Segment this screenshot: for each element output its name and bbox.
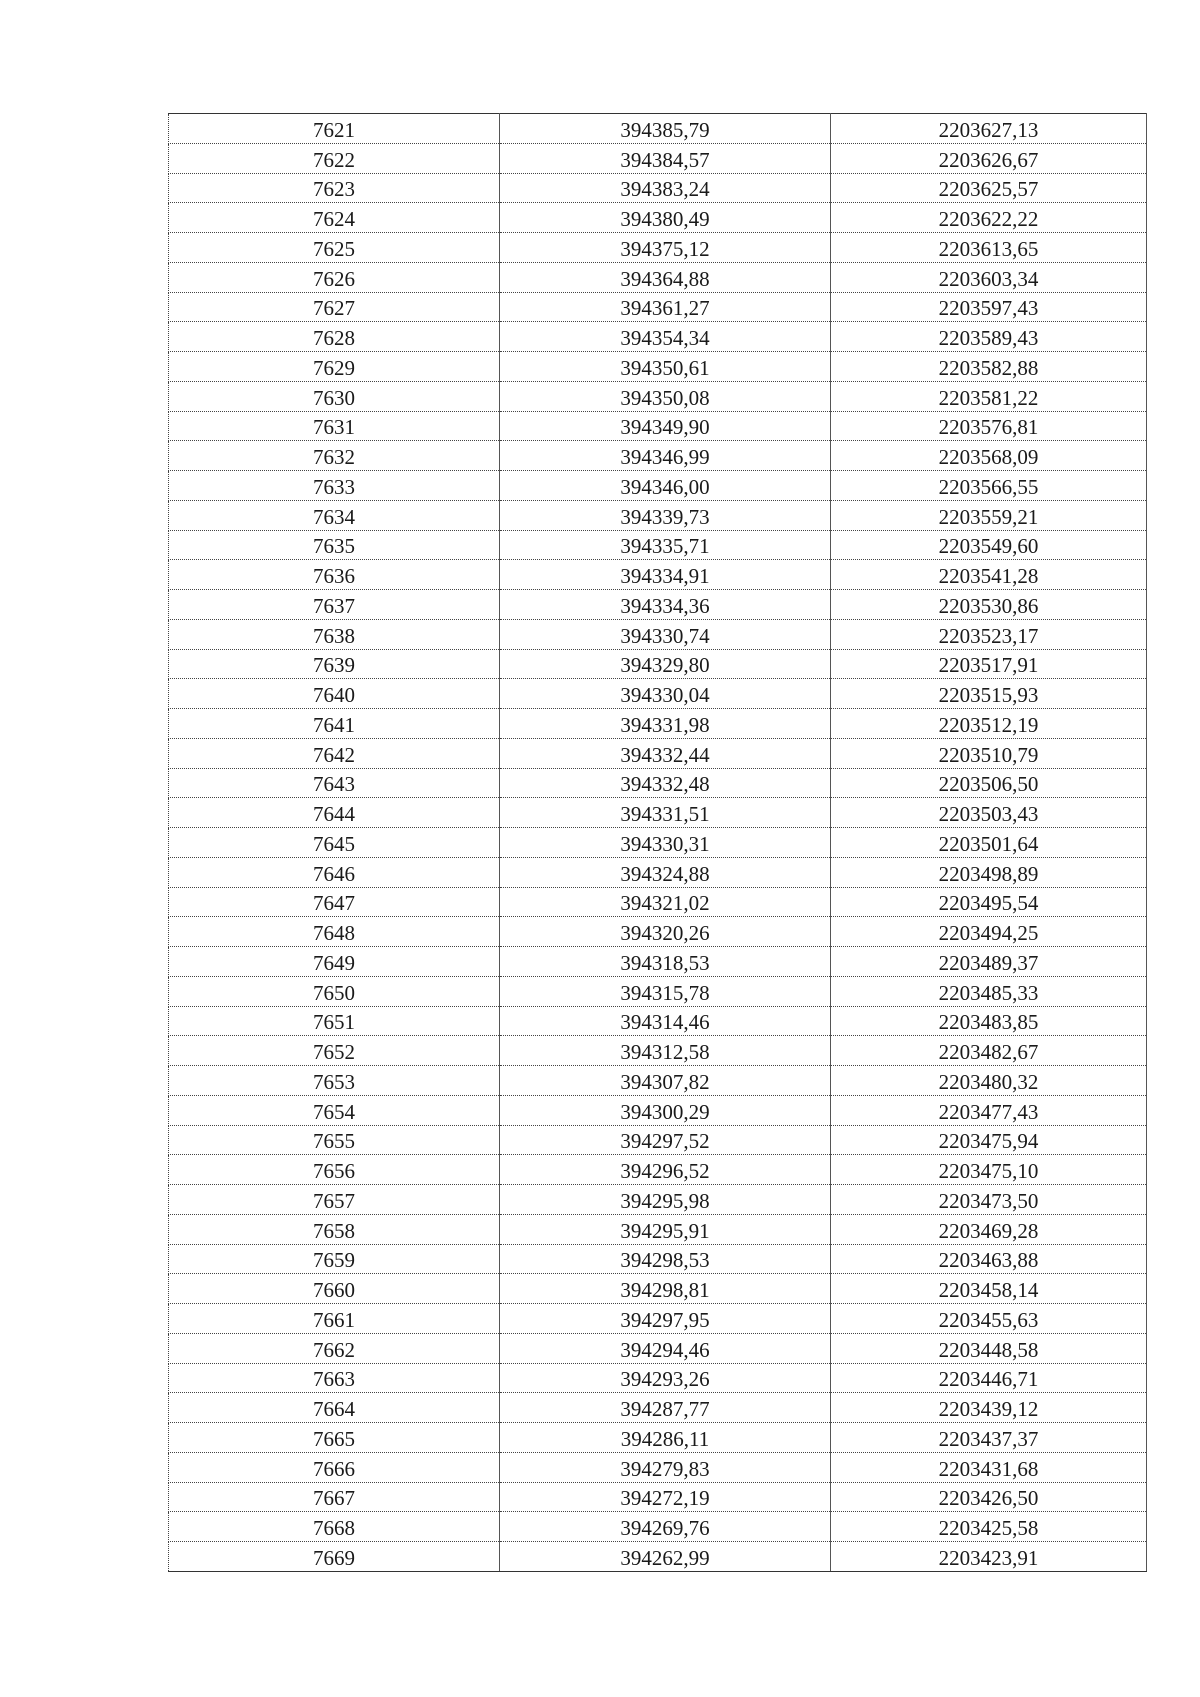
- table-row: [169, 322, 1147, 352]
- y-coordinate-cell: 2203455,63: [831, 1304, 1147, 1334]
- point-number-cell: 7627: [169, 292, 500, 322]
- x-coordinate-cell: 394298,81: [500, 1274, 831, 1304]
- x-coordinate-cell: 394361,27: [500, 292, 831, 322]
- x-coordinate-cell: 394295,91: [500, 1214, 831, 1244]
- y-coordinate-cell: 2203626,67: [831, 143, 1147, 173]
- x-coordinate-cell: 394346,00: [500, 471, 831, 501]
- y-coordinate-cell: 2203627,13: [831, 114, 1147, 144]
- y-coordinate-cell: 2203549,60: [831, 530, 1147, 560]
- table-row: [169, 1095, 1147, 1125]
- y-coordinate-cell: 2203480,32: [831, 1066, 1147, 1096]
- point-number-cell: 7643: [169, 768, 500, 798]
- x-coordinate-cell: 394307,82: [500, 1066, 831, 1096]
- table-row: [169, 1423, 1147, 1453]
- x-coordinate-cell: 394380,49: [500, 203, 831, 233]
- x-coordinate-cell: 394375,12: [500, 233, 831, 263]
- point-number-cell: 7657: [169, 1185, 500, 1215]
- y-coordinate-cell: 2203501,64: [831, 828, 1147, 858]
- point-number-cell: 7632: [169, 441, 500, 471]
- x-coordinate-cell: 394262,99: [500, 1542, 831, 1572]
- point-number-cell: 7623: [169, 173, 500, 203]
- y-coordinate-cell: 2203448,58: [831, 1333, 1147, 1363]
- table-row: [169, 500, 1147, 530]
- x-coordinate-cell: 394330,31: [500, 828, 831, 858]
- y-coordinate-cell: 2203603,34: [831, 262, 1147, 292]
- point-number-cell: 7639: [169, 649, 500, 679]
- table-row: [169, 768, 1147, 798]
- table-row: [169, 857, 1147, 887]
- y-coordinate-cell: 2203423,91: [831, 1542, 1147, 1572]
- point-number-cell: 7668: [169, 1512, 500, 1542]
- point-number-cell: 7625: [169, 233, 500, 263]
- y-coordinate-cell: 2203495,54: [831, 887, 1147, 917]
- y-coordinate-cell: 2203613,65: [831, 233, 1147, 263]
- point-number-cell: 7662: [169, 1333, 500, 1363]
- table-row: [169, 560, 1147, 590]
- x-coordinate-cell: 394335,71: [500, 530, 831, 560]
- table-row: [169, 1036, 1147, 1066]
- x-coordinate-cell: 394324,88: [500, 857, 831, 887]
- y-coordinate-cell: 2203506,50: [831, 768, 1147, 798]
- point-number-cell: 7663: [169, 1363, 500, 1393]
- table-row: [169, 292, 1147, 322]
- x-coordinate-cell: 394272,19: [500, 1482, 831, 1512]
- table-row: [169, 738, 1147, 768]
- table-row: [169, 1066, 1147, 1096]
- point-number-cell: 7635: [169, 530, 500, 560]
- point-number-cell: 7621: [169, 114, 500, 144]
- point-number-cell: 7659: [169, 1244, 500, 1274]
- point-number-cell: 7637: [169, 590, 500, 620]
- point-number-cell: 7664: [169, 1393, 500, 1423]
- y-coordinate-cell: 2203446,71: [831, 1363, 1147, 1393]
- table-row: [169, 887, 1147, 917]
- x-coordinate-cell: 394332,48: [500, 768, 831, 798]
- y-coordinate-cell: 2203622,22: [831, 203, 1147, 233]
- y-coordinate-cell: 2203477,43: [831, 1095, 1147, 1125]
- point-number-cell: 7647: [169, 887, 500, 917]
- y-coordinate-cell: 2203437,37: [831, 1423, 1147, 1453]
- point-number-cell: 7644: [169, 798, 500, 828]
- x-coordinate-cell: 394318,53: [500, 947, 831, 977]
- x-coordinate-cell: 394321,02: [500, 887, 831, 917]
- x-coordinate-cell: 394384,57: [500, 143, 831, 173]
- table-row: [169, 1214, 1147, 1244]
- y-coordinate-cell: 2203482,67: [831, 1036, 1147, 1066]
- y-coordinate-cell: 2203469,28: [831, 1214, 1147, 1244]
- point-number-cell: 7666: [169, 1452, 500, 1482]
- point-number-cell: 7667: [169, 1482, 500, 1512]
- x-coordinate-cell: 394350,08: [500, 381, 831, 411]
- y-coordinate-cell: 2203458,14: [831, 1274, 1147, 1304]
- point-number-cell: 7630: [169, 381, 500, 411]
- y-coordinate-cell: 2203485,33: [831, 976, 1147, 1006]
- point-number-cell: 7629: [169, 352, 500, 382]
- x-coordinate-cell: 394385,79: [500, 114, 831, 144]
- y-coordinate-cell: 2203463,88: [831, 1244, 1147, 1274]
- y-coordinate-cell: 2203489,37: [831, 947, 1147, 977]
- table-row: [169, 1363, 1147, 1393]
- table-row: [169, 471, 1147, 501]
- x-coordinate-cell: 394330,04: [500, 679, 831, 709]
- x-coordinate-cell: 394279,83: [500, 1452, 831, 1482]
- y-coordinate-cell: 2203581,22: [831, 381, 1147, 411]
- point-number-cell: 7631: [169, 411, 500, 441]
- y-coordinate-cell: 2203431,68: [831, 1452, 1147, 1482]
- table-row: [169, 1482, 1147, 1512]
- point-number-cell: 7636: [169, 560, 500, 590]
- y-coordinate-cell: 2203566,55: [831, 471, 1147, 501]
- x-coordinate-cell: 394297,52: [500, 1125, 831, 1155]
- table-row: [169, 1244, 1147, 1274]
- x-coordinate-cell: 394364,88: [500, 262, 831, 292]
- coordinates-table: [168, 113, 1147, 1572]
- table-row: [169, 1393, 1147, 1423]
- y-coordinate-cell: 2203523,17: [831, 619, 1147, 649]
- x-coordinate-cell: 394334,91: [500, 560, 831, 590]
- table-row: [169, 1185, 1147, 1215]
- table-row: [169, 441, 1147, 471]
- y-coordinate-cell: 2203625,57: [831, 173, 1147, 203]
- y-coordinate-cell: 2203568,09: [831, 441, 1147, 471]
- point-number-cell: 7649: [169, 947, 500, 977]
- coordinates-table-body: [169, 114, 1147, 1572]
- table-row: [169, 1304, 1147, 1334]
- x-coordinate-cell: 394329,80: [500, 649, 831, 679]
- point-number-cell: 7645: [169, 828, 500, 858]
- y-coordinate-cell: 2203439,12: [831, 1393, 1147, 1423]
- x-coordinate-cell: 394287,77: [500, 1393, 831, 1423]
- x-coordinate-cell: 394331,98: [500, 709, 831, 739]
- y-coordinate-cell: 2203498,89: [831, 857, 1147, 887]
- y-coordinate-cell: 2203475,10: [831, 1155, 1147, 1185]
- table-row: [169, 947, 1147, 977]
- y-coordinate-cell: 2203510,79: [831, 738, 1147, 768]
- table-row: [169, 1333, 1147, 1363]
- point-number-cell: 7655: [169, 1125, 500, 1155]
- y-coordinate-cell: 2203559,21: [831, 500, 1147, 530]
- point-number-cell: 7665: [169, 1423, 500, 1453]
- point-number-cell: 7638: [169, 619, 500, 649]
- y-coordinate-cell: 2203512,19: [831, 709, 1147, 739]
- x-coordinate-cell: 394300,29: [500, 1095, 831, 1125]
- y-coordinate-cell: 2203576,81: [831, 411, 1147, 441]
- point-number-cell: 7654: [169, 1095, 500, 1125]
- table-row: [169, 1512, 1147, 1542]
- point-number-cell: 7640: [169, 679, 500, 709]
- table-row: [169, 411, 1147, 441]
- y-coordinate-cell: 2203541,28: [831, 560, 1147, 590]
- point-number-cell: 7650: [169, 976, 500, 1006]
- table-row: [169, 590, 1147, 620]
- table-row: [169, 352, 1147, 382]
- point-number-cell: 7651: [169, 1006, 500, 1036]
- y-coordinate-cell: 2203530,86: [831, 590, 1147, 620]
- table-row: [169, 798, 1147, 828]
- x-coordinate-cell: 394349,90: [500, 411, 831, 441]
- x-coordinate-cell: 394315,78: [500, 976, 831, 1006]
- x-coordinate-cell: 394297,95: [500, 1304, 831, 1334]
- y-coordinate-cell: 2203483,85: [831, 1006, 1147, 1036]
- table-row: [169, 262, 1147, 292]
- point-number-cell: 7622: [169, 143, 500, 173]
- point-number-cell: 7653: [169, 1066, 500, 1096]
- x-coordinate-cell: 394346,99: [500, 441, 831, 471]
- point-number-cell: 7669: [169, 1542, 500, 1572]
- y-coordinate-cell: 2203425,58: [831, 1512, 1147, 1542]
- y-coordinate-cell: 2203515,93: [831, 679, 1147, 709]
- table-row: [169, 1155, 1147, 1185]
- x-coordinate-cell: 394331,51: [500, 798, 831, 828]
- table-row: [169, 203, 1147, 233]
- y-coordinate-cell: 2203582,88: [831, 352, 1147, 382]
- point-number-cell: 7648: [169, 917, 500, 947]
- x-coordinate-cell: 394320,26: [500, 917, 831, 947]
- table-row: [169, 679, 1147, 709]
- table-row: [169, 917, 1147, 947]
- x-coordinate-cell: 394354,34: [500, 322, 831, 352]
- y-coordinate-cell: 2203426,50: [831, 1482, 1147, 1512]
- x-coordinate-cell: 394295,98: [500, 1185, 831, 1215]
- point-number-cell: 7634: [169, 500, 500, 530]
- y-coordinate-cell: 2203589,43: [831, 322, 1147, 352]
- point-number-cell: 7628: [169, 322, 500, 352]
- point-number-cell: 7642: [169, 738, 500, 768]
- y-coordinate-cell: 2203503,43: [831, 798, 1147, 828]
- x-coordinate-cell: 394332,44: [500, 738, 831, 768]
- table-row: [169, 1125, 1147, 1155]
- y-coordinate-cell: 2203494,25: [831, 917, 1147, 947]
- point-number-cell: 7633: [169, 471, 500, 501]
- y-coordinate-cell: 2203473,50: [831, 1185, 1147, 1215]
- point-number-cell: 7661: [169, 1304, 500, 1334]
- table-row: [169, 530, 1147, 560]
- point-number-cell: 7658: [169, 1214, 500, 1244]
- table-row: [169, 114, 1147, 144]
- x-coordinate-cell: 394286,11: [500, 1423, 831, 1453]
- y-coordinate-cell: 2203517,91: [831, 649, 1147, 679]
- point-number-cell: 7652: [169, 1036, 500, 1066]
- point-number-cell: 7656: [169, 1155, 500, 1185]
- table-row: [169, 649, 1147, 679]
- table-row: [169, 1274, 1147, 1304]
- point-number-cell: 7641: [169, 709, 500, 739]
- x-coordinate-cell: 394294,46: [500, 1333, 831, 1363]
- x-coordinate-cell: 394293,26: [500, 1363, 831, 1393]
- y-coordinate-cell: 2203597,43: [831, 292, 1147, 322]
- x-coordinate-cell: 394312,58: [500, 1036, 831, 1066]
- point-number-cell: 7646: [169, 857, 500, 887]
- table-row: [169, 709, 1147, 739]
- x-coordinate-cell: 394314,46: [500, 1006, 831, 1036]
- point-number-cell: 7624: [169, 203, 500, 233]
- table-row: [169, 233, 1147, 263]
- x-coordinate-cell: 394298,53: [500, 1244, 831, 1274]
- table-row: [169, 1452, 1147, 1482]
- table-row: [169, 381, 1147, 411]
- point-number-cell: 7660: [169, 1274, 500, 1304]
- point-number-cell: 7626: [169, 262, 500, 292]
- x-coordinate-cell: 394330,74: [500, 619, 831, 649]
- table-row: [169, 828, 1147, 858]
- table-row: [169, 143, 1147, 173]
- table-row: [169, 976, 1147, 1006]
- x-coordinate-cell: 394339,73: [500, 500, 831, 530]
- x-coordinate-cell: 394350,61: [500, 352, 831, 382]
- x-coordinate-cell: 394383,24: [500, 173, 831, 203]
- y-coordinate-cell: 2203475,94: [831, 1125, 1147, 1155]
- x-coordinate-cell: 394296,52: [500, 1155, 831, 1185]
- table-row: [169, 1006, 1147, 1036]
- table-row: [169, 173, 1147, 203]
- x-coordinate-cell: 394334,36: [500, 590, 831, 620]
- x-coordinate-cell: 394269,76: [500, 1512, 831, 1542]
- table-row: [169, 619, 1147, 649]
- table-row: [169, 1542, 1147, 1572]
